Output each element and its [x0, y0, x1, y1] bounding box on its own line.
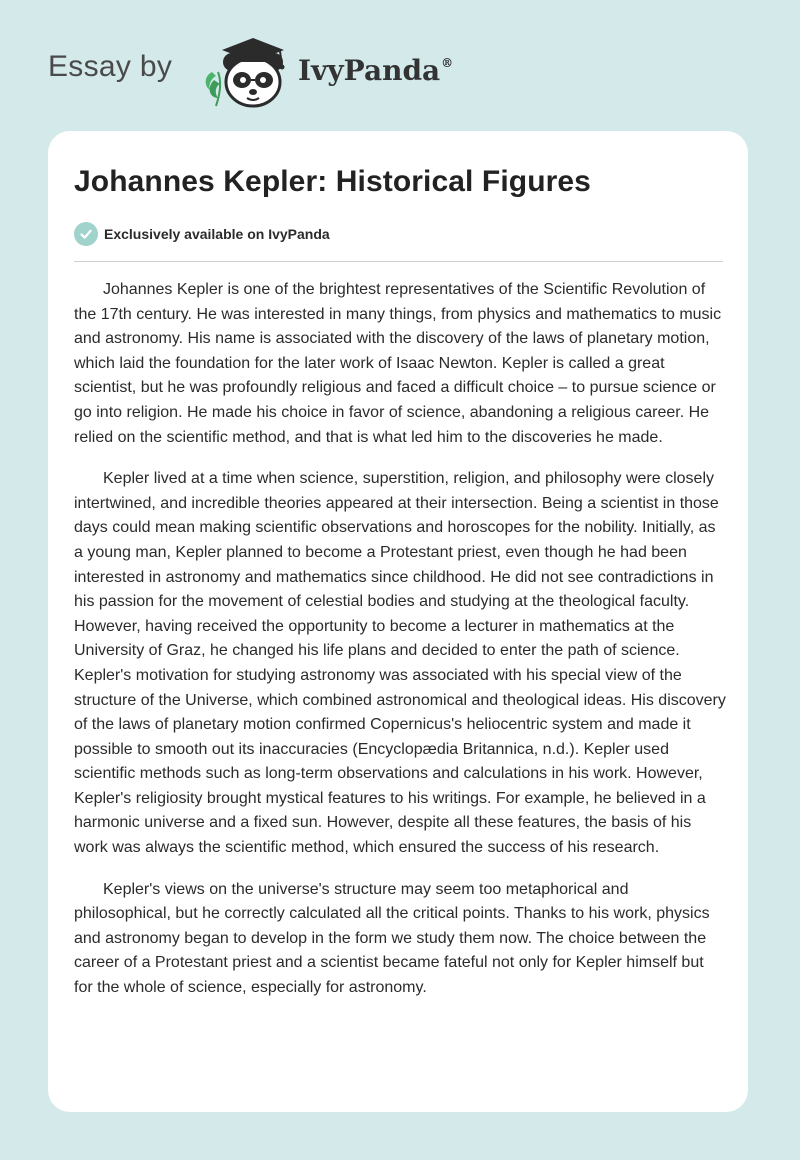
paragraph: Johannes Kepler is one of the brightest representatives of the Scientific Revolution of the 17th century. He was interested in many things, from physics and mathematics to music and astronomy. His name is associated with the discovery of the laws of planetary motion, which laid the foundation for the later work of Isaac Newton. Kepler is called a great scientist, but he was profoundly religious and faced a difficult choice – to pursue science or go into religion. He made his choice in favor of science, abandoning a religious career. He relied on the scientific method, and that is what led him to the discoveries he made.	[74, 281, 722, 446]
exclusive-badge-text: Exclusively available on IvyPanda	[104, 226, 330, 242]
registered-mark: ®	[441, 56, 454, 70]
paragraph: Kepler lived at a time when science, superstition, religion, and philosophy were closely intertwined, and incredible theories appeared at their intersection. Being a scientist in those days could mean making scientific observations and horoscopes for the nobility. Initially, as a young man, Kepler planned to become a Protestant priest, even though he had been interested in astronomy and mathematics since childhood. He did not see contradictions in his passion for the movement of celestial bodies and studying at the theological faculty. However, having received the opportunity to become a lecturer in mathematics at the University of Graz, he changed his life plans and decided to enter the path of science. Kepler's motivation for studying astronomy was associated with his special view of the structure of the Universe, which combined astronomical and theological ideas. His discovery of the laws of planetary motion confirmed Copernicus's heliocentric system and made it possible to smooth out its inaccuracies (Encyclopædia Britannica, n.d.). Kepler used scientific methods such as long-term observations and calculations in his work. However, Kepler's religiosity brought mystical features to his writings. For example, he believed in a harmonic universe and a fixed sun. However, despite all these features, the basis of his work was always the scientific method, which ensured the success of his research.	[74, 470, 726, 857]
divider	[74, 261, 723, 262]
paragraph: Kepler's views on the universe's structure may seem too metaphorical and philosophical, but he correctly calculated all the critical points. Thanks to his work, physics and astronomy began to develop in the form we study them now. The choice between the career of a Protestant priest and a scientist became fateful not only for Kepler himself but for the whole of science, especially for astronomy.	[74, 880, 710, 997]
page-title: Johannes Kepler: Historical Figures	[74, 165, 591, 198]
essay-card	[48, 131, 748, 1112]
check-icon	[74, 222, 98, 246]
panda-logo-icon[interactable]	[200, 32, 300, 110]
brand-text: IvyPanda	[298, 54, 441, 87]
essay-body	[74, 278, 726, 1018]
site-header	[48, 32, 548, 112]
ivy-leaf-icon	[206, 72, 220, 106]
brand-name[interactable]	[298, 54, 453, 87]
essay-by-label: Essay by	[48, 50, 173, 83]
exclusive-badge	[74, 222, 330, 246]
